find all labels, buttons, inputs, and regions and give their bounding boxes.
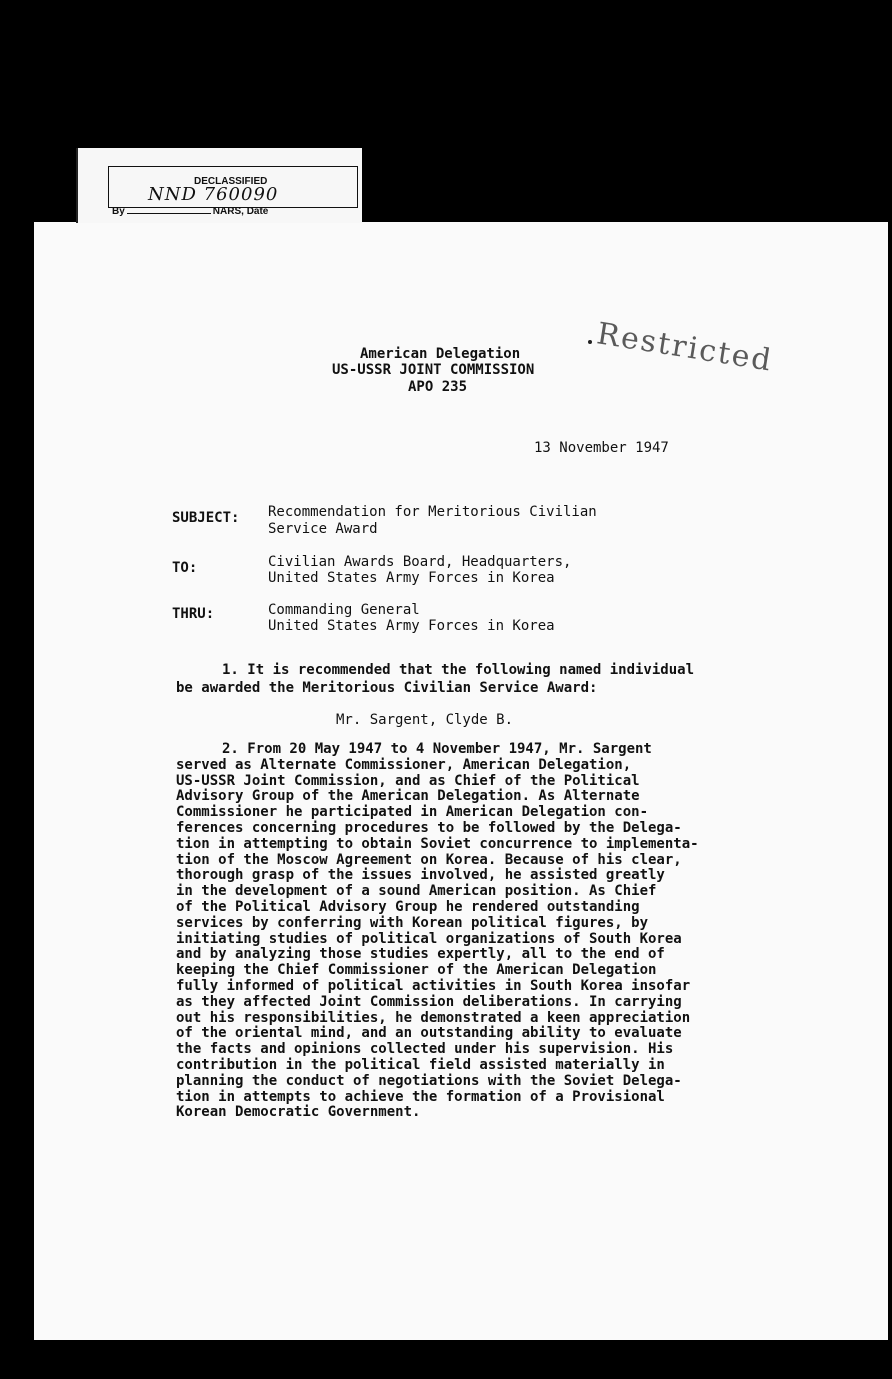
- subject-label: SUBJECT:: [172, 510, 240, 526]
- to-line-1: Civilian Awards Board, Headquarters,: [268, 554, 572, 570]
- letterhead-line-3: APO 235: [408, 379, 468, 395]
- para2-line: tion in attempting to obtain Soviet concurrence to implementa-: [176, 835, 699, 852]
- para2-line: Korean Democratic Government.: [176, 1104, 421, 1121]
- para2-line: tion in attempts to achieve the formation of a Provisional: [176, 1088, 665, 1105]
- para2-line: planning the conduct of negotiations with the Soviet Delega-: [176, 1072, 682, 1089]
- para2-line: as they affected Joint Commission deliberations. In carrying: [176, 993, 682, 1010]
- thru-line-2: United States Army Forces in Korea: [268, 618, 555, 634]
- to-label: TO:: [172, 560, 198, 576]
- para2-line: of the oriental mind, and an outstanding ability to evaluate: [176, 1025, 682, 1042]
- para2-line: keeping the Chief Commissioner of the American Delegation: [176, 962, 657, 979]
- para2-line: 2. From 20 May 1947 to 4 November 1947, Mr. Sargent: [222, 741, 652, 757]
- stamp-date-label: NARS, Date: [212, 206, 269, 217]
- para2-line: ferences concerning procedures to be followed by the Delega-: [176, 819, 682, 836]
- para2-line: in the development of a sound American position. As Chief: [176, 883, 657, 900]
- handwritten-restricted-mark: Restricted: [594, 316, 776, 379]
- thru-label: THRU:: [172, 606, 215, 622]
- subject-line-1: Recommendation for Meritorious Civilian: [268, 504, 597, 520]
- para2-line: fully informed of political activities in South Korea insofar: [176, 977, 691, 994]
- para2-line: served as Alternate Commissioner, American Delegation,: [176, 756, 632, 773]
- para2-line: services by conferring with Korean political figures, by: [176, 914, 649, 931]
- stamp-byline: [112, 206, 352, 217]
- para2-line: thorough grasp of the issues involved, he assisted greatly: [176, 867, 665, 884]
- stamp-title: DECLASSIFIED: [194, 176, 268, 187]
- subject-line-2: Service Award: [268, 521, 378, 537]
- para2-line: of the Political Advisory Group he rendered outstanding: [176, 898, 640, 915]
- para2-body: [176, 742, 776, 1121]
- para1-line-2: be awarded the Meritorious Civilian Service Award:: [176, 680, 598, 696]
- to-line-2: United States Army Forces in Korea: [268, 570, 555, 586]
- para2-line: out his responsibilities, he demonstrated a keen appreciation: [176, 1009, 691, 1026]
- stamp-by-label: By: [112, 206, 125, 217]
- para2-line: Commissioner he participated in American Delegation con-: [176, 804, 649, 821]
- para2-line: and by analyzing those studies expertly, all to the end of: [176, 946, 665, 963]
- para2-line: Advisory Group of the American Delegation. As Alternate: [176, 788, 640, 805]
- para2-line: US-USSR Joint Commission, and as Chief of the Political: [176, 772, 640, 789]
- letterhead-line-2: US-USSR JOINT COMMISSION: [332, 362, 535, 378]
- thru-line-1: Commanding General: [268, 602, 420, 618]
- ink-speck: [588, 340, 592, 344]
- para2-line: contribution in the political field assisted materially in: [176, 1056, 665, 1073]
- stamp-signature-line: [127, 213, 211, 214]
- nominee-name: Mr. Sargent, Clyde B.: [336, 712, 514, 728]
- stamp-authority-handwritten: NND 760090: [148, 184, 279, 205]
- letter-date: 13 November 1947: [534, 440, 669, 456]
- para2-line: tion of the Moscow Agreement on Korea. Because of his clear,: [176, 851, 682, 868]
- letterhead-line-1: American Delegation: [360, 346, 521, 362]
- para2-line: the facts and opinions collected under his supervision. His: [176, 1041, 674, 1058]
- declassification-stamp: [76, 148, 362, 223]
- para2-line: initiating studies of political organizations of South Korea: [176, 930, 682, 947]
- para1-line-1: 1. It is recommended that the following named individual: [222, 662, 695, 678]
